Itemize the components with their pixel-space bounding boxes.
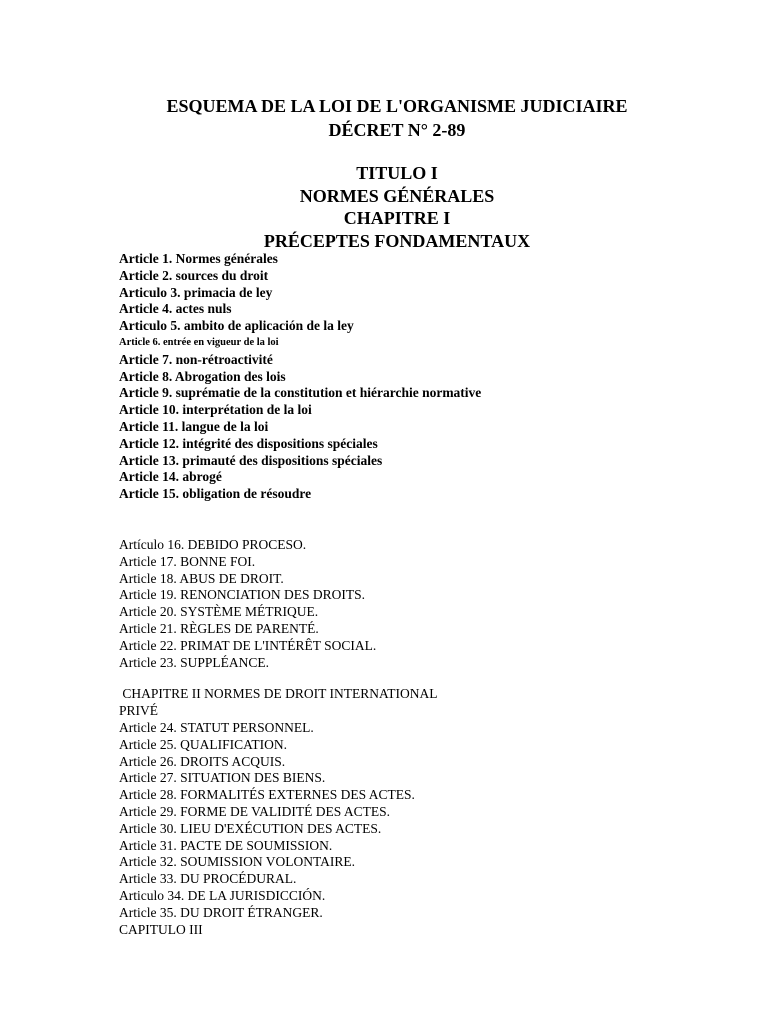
- article-item: Article 15. obligation de résoudre: [119, 486, 312, 502]
- titulo-heading: TITULO I: [356, 163, 438, 183]
- article-item: Article 1. Normes générales: [119, 251, 278, 266]
- article-item: Article 7. non-rétroactivité: [119, 351, 273, 367]
- chapitre2-line1: CHAPITRE II NORMES DE DROIT INTERNATIONAL: [119, 686, 438, 701]
- general-articles-list: [119, 537, 376, 671]
- article-item: Article 9. suprématie de la constitution et hiérarchie normative: [119, 385, 482, 401]
- article-item: Article 8. Abrogation des lois: [119, 368, 286, 384]
- article-item: Article 33. DU PROCÉDURAL.: [119, 871, 297, 887]
- article-item: Articulo 34. DE LA JURISDICCIÓN.: [119, 887, 326, 903]
- article-item: Article 17. BONNE FOI.: [119, 553, 256, 569]
- article-item: Article 18. ABUS DE DROIT.: [119, 570, 284, 586]
- article-item: Article 22. PRIMAT DE L'INTÉRÊT SOCIAL.: [119, 637, 377, 653]
- article-item: Article 35. DU DROIT ÉTRANGER.: [119, 904, 323, 920]
- article-item: Article 23. SUPPLÉANCE.: [119, 654, 269, 670]
- article-item: Article 24. STATUT PERSONNEL.: [119, 720, 314, 735]
- article-item: Article 20. SYSTÈME MÉTRIQUE.: [119, 604, 319, 620]
- article-item: Article 19. RENONCIATION DES DROITS.: [119, 587, 365, 603]
- article-item: Article 21. RÈGLES DE PARENTÉ.: [119, 620, 319, 636]
- chapitre-heading: CHAPITRE I: [343, 208, 451, 228]
- article-item: Artículo 16. DEBIDO PROCESO.: [119, 537, 307, 552]
- fundamental-articles-list: [119, 251, 481, 503]
- article-item: Article 29. FORME DE VALIDITÉ DES ACTES.: [119, 803, 390, 819]
- article-item: Article 12. intégrité des dispositions spéciales: [119, 435, 378, 451]
- article-item: CAPITULO III: [119, 921, 203, 937]
- decree-number: DÉCRET N° 2-89: [328, 120, 466, 140]
- article-item: Article 4. actes nuls: [119, 301, 232, 317]
- article-item: Article 25. QUALIFICATION.: [119, 736, 287, 752]
- titulo-name: NORMES GÉNÉRALES: [299, 186, 495, 206]
- article-item: Article 14. abrogé: [119, 469, 222, 485]
- chapitre2-heading: [119, 686, 437, 720]
- article-item: Articulo 3. primacia de ley: [119, 284, 273, 300]
- article-item: Article 30. LIEU D'EXÉCUTION DES ACTES.: [119, 820, 382, 836]
- document-title: ESQUEMA DE LA LOI DE L'ORGANISME JUDICIAIRE: [166, 96, 628, 116]
- article-item: Article 31. PACTE DE SOUMISSION.: [119, 837, 333, 853]
- article-item: Article 26. DROITS ACQUIS.: [119, 753, 286, 769]
- chapitre-name: PRÉCEPTES FONDAMENTAUX: [263, 231, 531, 251]
- article-item: Article 32. SOUMISSION VOLONTAIRE.: [119, 854, 356, 870]
- article-item: Articulo 5. ambito de aplicación de la ley: [119, 318, 354, 334]
- article-item: Article 2. sources du droit: [119, 267, 269, 283]
- article-item: Article 6. entrée en vigueur de la loi: [119, 336, 279, 348]
- article-item: Article 28. FORMALITÉS EXTERNES DES ACTES.: [119, 787, 415, 803]
- article-item: Article 11. langue de la loi: [119, 418, 269, 434]
- article-item: Article 13. primauté des dispositions spéciales: [119, 452, 383, 468]
- article-item: Article 27. SITUATION DES BIENS.: [119, 770, 326, 786]
- international-articles-list: [119, 720, 415, 938]
- chapitre2-line2: PRIVÉ: [119, 702, 159, 718]
- article-item: Article 10. interprétation de la loi: [119, 402, 312, 418]
